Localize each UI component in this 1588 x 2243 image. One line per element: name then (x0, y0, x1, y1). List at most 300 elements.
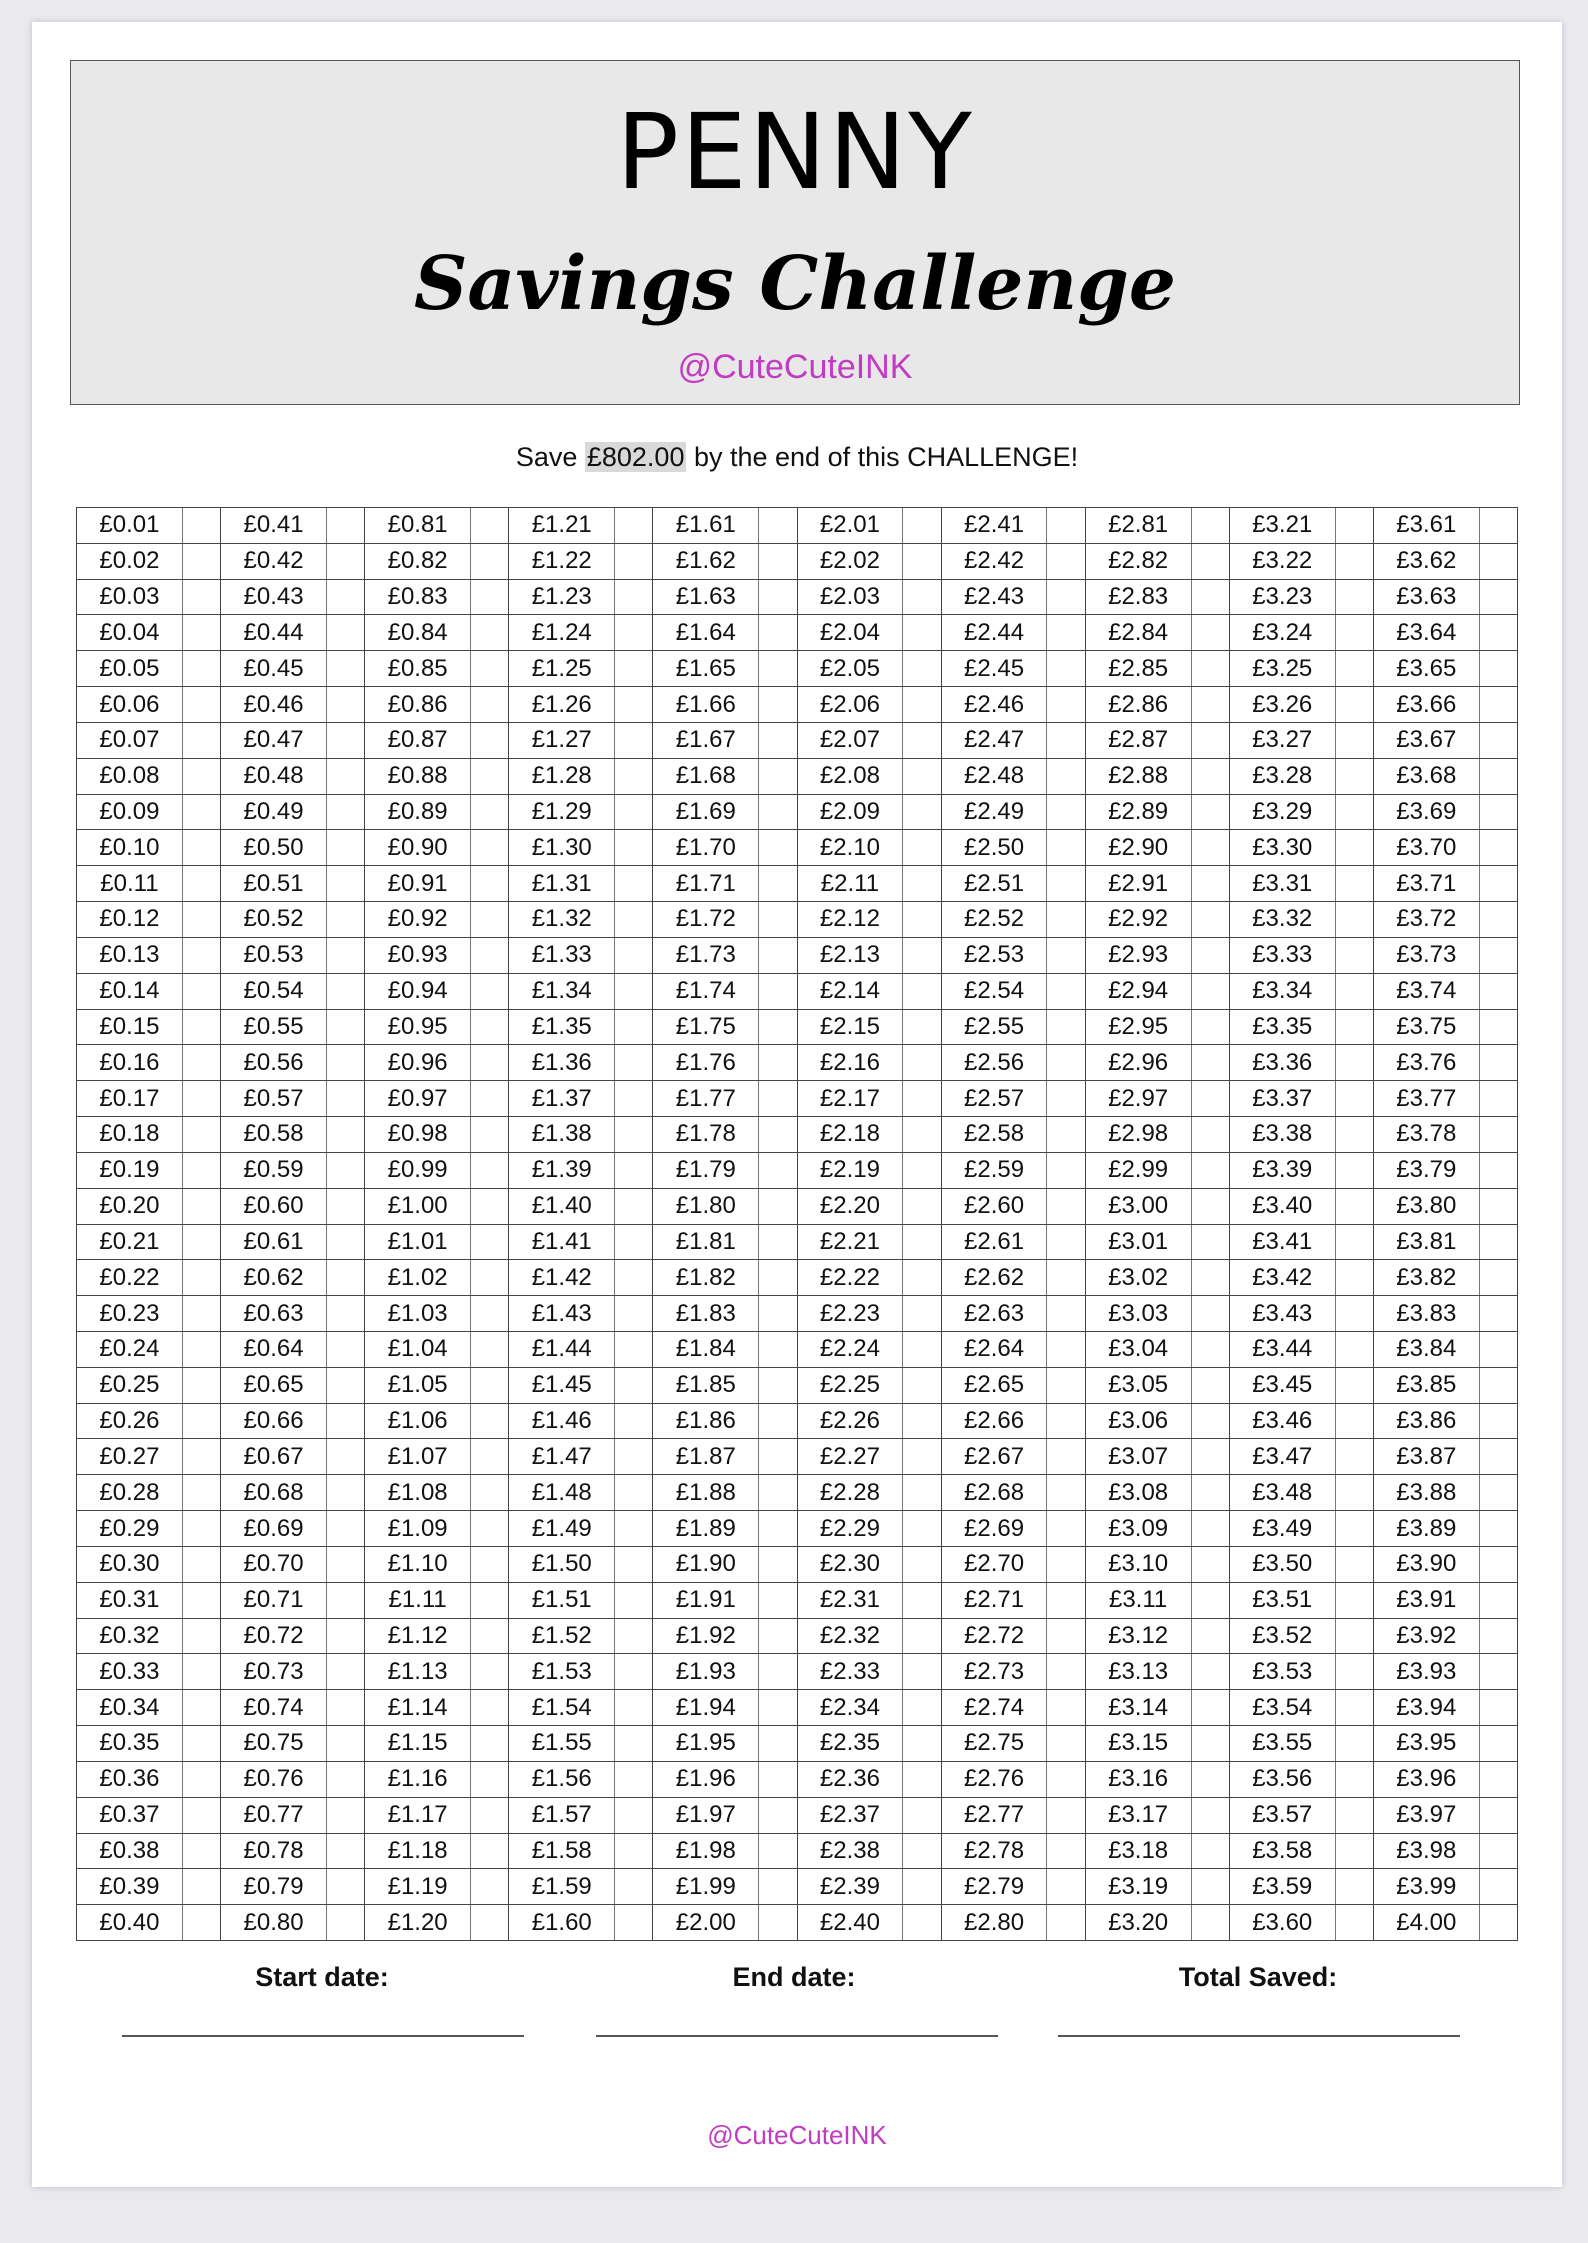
tick-box[interactable] (903, 866, 940, 901)
tick-box[interactable] (471, 1905, 508, 1940)
tick-box[interactable] (1336, 687, 1373, 722)
tick-box[interactable] (471, 1081, 508, 1116)
tick-box[interactable] (183, 1081, 220, 1116)
tick-box[interactable] (471, 938, 508, 973)
tick-box[interactable] (903, 902, 940, 937)
tick-box[interactable] (1336, 1260, 1373, 1295)
tick-box[interactable] (327, 938, 364, 973)
tick-box[interactable] (327, 508, 364, 543)
tick-box[interactable] (1192, 1762, 1229, 1797)
tick-box[interactable] (615, 615, 652, 650)
tick-box[interactable] (615, 795, 652, 830)
tick-box[interactable] (1480, 1404, 1517, 1439)
tick-box[interactable] (1047, 1368, 1084, 1403)
tick-box[interactable] (615, 830, 652, 865)
tick-box[interactable] (759, 759, 796, 794)
tick-box[interactable] (183, 938, 220, 973)
tick-box[interactable] (471, 1439, 508, 1474)
tick-box[interactable] (1192, 1726, 1229, 1761)
tick-box[interactable] (759, 830, 796, 865)
tick-box[interactable] (471, 1010, 508, 1045)
tick-box[interactable] (327, 1726, 364, 1761)
tick-box[interactable] (327, 1798, 364, 1833)
tick-box[interactable] (759, 1045, 796, 1080)
tick-box[interactable] (327, 1619, 364, 1654)
tick-box[interactable] (471, 1045, 508, 1080)
tick-box[interactable] (759, 1117, 796, 1152)
tick-box[interactable] (327, 866, 364, 901)
tick-box[interactable] (759, 1332, 796, 1367)
tick-box[interactable] (471, 1296, 508, 1331)
tick-box[interactable] (183, 1045, 220, 1080)
tick-box[interactable] (1336, 1045, 1373, 1080)
tick-box[interactable] (1336, 1081, 1373, 1116)
tick-box[interactable] (183, 1475, 220, 1510)
tick-box[interactable] (1192, 1798, 1229, 1833)
tick-box[interactable] (903, 1798, 940, 1833)
tick-box[interactable] (615, 544, 652, 579)
tick-box[interactable] (1047, 974, 1084, 1009)
tick-box[interactable] (903, 1583, 940, 1618)
tick-box[interactable] (759, 795, 796, 830)
tick-box[interactable] (759, 508, 796, 543)
tick-box[interactable] (1336, 1368, 1373, 1403)
tick-box[interactable] (1480, 1583, 1517, 1618)
tick-box[interactable] (183, 1296, 220, 1331)
tick-box[interactable] (1192, 1834, 1229, 1869)
tick-box[interactable] (1047, 1690, 1084, 1725)
tick-box[interactable] (183, 580, 220, 615)
tick-box[interactable] (1336, 1117, 1373, 1152)
tick-box[interactable] (1480, 1475, 1517, 1510)
tick-box[interactable] (327, 1260, 364, 1295)
tick-box[interactable] (1047, 866, 1084, 901)
tick-box[interactable] (903, 723, 940, 758)
tick-box[interactable] (1192, 1368, 1229, 1403)
tick-box[interactable] (471, 759, 508, 794)
tick-box[interactable] (759, 1081, 796, 1116)
tick-box[interactable] (1336, 1619, 1373, 1654)
tick-box[interactable] (1336, 1547, 1373, 1582)
tick-box[interactable] (1480, 1225, 1517, 1260)
tick-box[interactable] (615, 1762, 652, 1797)
tick-box[interactable] (1047, 615, 1084, 650)
tick-box[interactable] (1480, 902, 1517, 937)
tick-box[interactable] (903, 580, 940, 615)
tick-box[interactable] (615, 938, 652, 973)
tick-box[interactable] (759, 651, 796, 686)
tick-box[interactable] (1480, 1690, 1517, 1725)
tick-box[interactable] (183, 1583, 220, 1618)
tick-box[interactable] (1480, 1869, 1517, 1904)
tick-box[interactable] (903, 1332, 940, 1367)
tick-box[interactable] (471, 1798, 508, 1833)
tick-box[interactable] (183, 1869, 220, 1904)
tick-box[interactable] (1192, 974, 1229, 1009)
tick-box[interactable] (1192, 1225, 1229, 1260)
tick-box[interactable] (903, 1869, 940, 1904)
tick-box[interactable] (1336, 1225, 1373, 1260)
tick-box[interactable] (1480, 1368, 1517, 1403)
tick-box[interactable] (759, 1153, 796, 1188)
tick-box[interactable] (1336, 1654, 1373, 1689)
tick-box[interactable] (615, 1654, 652, 1689)
tick-box[interactable] (1336, 1332, 1373, 1367)
tick-box[interactable] (1047, 508, 1084, 543)
tick-box[interactable] (903, 1475, 940, 1510)
tick-box[interactable] (1480, 1726, 1517, 1761)
tick-box[interactable] (1192, 1583, 1229, 1618)
tick-box[interactable] (1336, 1726, 1373, 1761)
tick-box[interactable] (759, 580, 796, 615)
tick-box[interactable] (1047, 1798, 1084, 1833)
tick-box[interactable] (327, 1654, 364, 1689)
tick-box[interactable] (759, 1619, 796, 1654)
tick-box[interactable] (327, 1368, 364, 1403)
tick-box[interactable] (615, 1296, 652, 1331)
tick-box[interactable] (1192, 1619, 1229, 1654)
tick-box[interactable] (1480, 974, 1517, 1009)
tick-box[interactable] (327, 723, 364, 758)
tick-box[interactable] (327, 1010, 364, 1045)
tick-box[interactable] (183, 974, 220, 1009)
tick-box[interactable] (1480, 1117, 1517, 1152)
tick-box[interactable] (471, 723, 508, 758)
tick-box[interactable] (903, 1296, 940, 1331)
tick-box[interactable] (1480, 866, 1517, 901)
tick-box[interactable] (1047, 1189, 1084, 1224)
tick-box[interactable] (1047, 1010, 1084, 1045)
tick-box[interactable] (1336, 1905, 1373, 1940)
tick-box[interactable] (615, 1081, 652, 1116)
tick-box[interactable] (327, 1045, 364, 1080)
tick-box[interactable] (615, 723, 652, 758)
tick-box[interactable] (903, 1654, 940, 1689)
tick-box[interactable] (183, 723, 220, 758)
tick-box[interactable] (1480, 1010, 1517, 1045)
tick-box[interactable] (327, 1153, 364, 1188)
tick-box[interactable] (327, 1081, 364, 1116)
tick-box[interactable] (471, 1153, 508, 1188)
tick-box[interactable] (1336, 1439, 1373, 1474)
tick-box[interactable] (471, 902, 508, 937)
tick-box[interactable] (471, 1726, 508, 1761)
tick-box[interactable] (1192, 1654, 1229, 1689)
tick-box[interactable] (327, 1439, 364, 1474)
tick-box[interactable] (1480, 1153, 1517, 1188)
tick-box[interactable] (615, 1726, 652, 1761)
tick-box[interactable] (615, 1117, 652, 1152)
tick-box[interactable] (1336, 795, 1373, 830)
tick-box[interactable] (1336, 1834, 1373, 1869)
tick-box[interactable] (183, 1511, 220, 1546)
tick-box[interactable] (615, 687, 652, 722)
tick-box[interactable] (183, 1798, 220, 1833)
tick-box[interactable] (903, 1045, 940, 1080)
tick-box[interactable] (1480, 1296, 1517, 1331)
tick-box[interactable] (1480, 830, 1517, 865)
tick-box[interactable] (1192, 544, 1229, 579)
tick-box[interactable] (1480, 1798, 1517, 1833)
tick-box[interactable] (759, 1475, 796, 1510)
tick-box[interactable] (1480, 1654, 1517, 1689)
tick-box[interactable] (1192, 1081, 1229, 1116)
tick-box[interactable] (759, 1834, 796, 1869)
tick-box[interactable] (183, 795, 220, 830)
tick-box[interactable] (1480, 1905, 1517, 1940)
tick-box[interactable] (1047, 544, 1084, 579)
tick-box[interactable] (615, 1153, 652, 1188)
tick-box[interactable] (1047, 1511, 1084, 1546)
tick-box[interactable] (1192, 615, 1229, 650)
tick-box[interactable] (1336, 1762, 1373, 1797)
tick-box[interactable] (183, 1762, 220, 1797)
tick-box[interactable] (1336, 1869, 1373, 1904)
tick-box[interactable] (1047, 1225, 1084, 1260)
tick-box[interactable] (1480, 508, 1517, 543)
tick-box[interactable] (1047, 1439, 1084, 1474)
tick-box[interactable] (615, 1905, 652, 1940)
tick-box[interactable] (759, 974, 796, 1009)
tick-box[interactable] (903, 1547, 940, 1582)
tick-box[interactable] (615, 1547, 652, 1582)
tick-box[interactable] (759, 1798, 796, 1833)
tick-box[interactable] (903, 1189, 940, 1224)
tick-box[interactable] (471, 1404, 508, 1439)
tick-box[interactable] (471, 1583, 508, 1618)
tick-box[interactable] (759, 1439, 796, 1474)
tick-box[interactable] (471, 1762, 508, 1797)
tick-box[interactable] (1336, 508, 1373, 543)
tick-box[interactable] (1192, 508, 1229, 543)
tick-box[interactable] (1047, 1332, 1084, 1367)
tick-box[interactable] (1336, 544, 1373, 579)
tick-box[interactable] (903, 1905, 940, 1940)
tick-box[interactable] (759, 938, 796, 973)
tick-box[interactable] (903, 974, 940, 1009)
tick-box[interactable] (615, 1368, 652, 1403)
tick-box[interactable] (471, 508, 508, 543)
tick-box[interactable] (471, 651, 508, 686)
tick-box[interactable] (1480, 580, 1517, 615)
tick-box[interactable] (759, 1260, 796, 1295)
tick-box[interactable] (903, 1153, 940, 1188)
tick-box[interactable] (1336, 1690, 1373, 1725)
tick-box[interactable] (903, 1762, 940, 1797)
tick-box[interactable] (615, 1404, 652, 1439)
tick-box[interactable] (1192, 866, 1229, 901)
tick-box[interactable] (471, 974, 508, 1009)
tick-box[interactable] (1336, 1475, 1373, 1510)
tick-box[interactable] (759, 544, 796, 579)
tick-box[interactable] (183, 1153, 220, 1188)
tick-box[interactable] (327, 1511, 364, 1546)
tick-box[interactable] (1480, 651, 1517, 686)
tick-box[interactable] (615, 1690, 652, 1725)
tick-box[interactable] (1192, 902, 1229, 937)
tick-box[interactable] (183, 1654, 220, 1689)
tick-box[interactable] (1192, 795, 1229, 830)
tick-box[interactable] (183, 508, 220, 543)
tick-box[interactable] (615, 1332, 652, 1367)
tick-box[interactable] (1480, 1189, 1517, 1224)
tick-box[interactable] (1336, 759, 1373, 794)
tick-box[interactable] (1336, 1010, 1373, 1045)
tick-box[interactable] (1336, 1296, 1373, 1331)
tick-box[interactable] (1480, 938, 1517, 973)
tick-box[interactable] (759, 1583, 796, 1618)
tick-box[interactable] (1047, 1762, 1084, 1797)
tick-box[interactable] (327, 1583, 364, 1618)
tick-box[interactable] (903, 1726, 940, 1761)
tick-box[interactable] (183, 1726, 220, 1761)
tick-box[interactable] (327, 1404, 364, 1439)
tick-box[interactable] (471, 1547, 508, 1582)
tick-box[interactable] (327, 1834, 364, 1869)
tick-box[interactable] (327, 759, 364, 794)
tick-box[interactable] (759, 1690, 796, 1725)
tick-box[interactable] (1047, 1260, 1084, 1295)
tick-box[interactable] (903, 1225, 940, 1260)
tick-box[interactable] (183, 902, 220, 937)
tick-box[interactable] (1047, 723, 1084, 758)
tick-box[interactable] (183, 1547, 220, 1582)
tick-box[interactable] (1192, 759, 1229, 794)
tick-box[interactable] (183, 1117, 220, 1152)
tick-box[interactable] (183, 544, 220, 579)
tick-box[interactable] (327, 1905, 364, 1940)
tick-box[interactable] (759, 1296, 796, 1331)
tick-box[interactable] (903, 1690, 940, 1725)
tick-box[interactable] (183, 830, 220, 865)
tick-box[interactable] (183, 759, 220, 794)
tick-box[interactable] (1480, 1762, 1517, 1797)
tick-box[interactable] (1336, 1583, 1373, 1618)
tick-box[interactable] (1336, 1798, 1373, 1833)
tick-box[interactable] (1480, 759, 1517, 794)
tick-box[interactable] (1480, 795, 1517, 830)
tick-box[interactable] (183, 1225, 220, 1260)
tick-box[interactable] (1192, 938, 1229, 973)
tick-box[interactable] (327, 974, 364, 1009)
tick-box[interactable] (1336, 615, 1373, 650)
tick-box[interactable] (327, 580, 364, 615)
tick-box[interactable] (1047, 1654, 1084, 1689)
tick-box[interactable] (615, 902, 652, 937)
tick-box[interactable] (183, 1189, 220, 1224)
tick-box[interactable] (327, 1475, 364, 1510)
tick-box[interactable] (183, 1690, 220, 1725)
tick-box[interactable] (1480, 1332, 1517, 1367)
tick-box[interactable] (1192, 1905, 1229, 1940)
tick-box[interactable] (327, 687, 364, 722)
tick-box[interactable] (1192, 1547, 1229, 1582)
tick-box[interactable] (759, 1010, 796, 1045)
tick-box[interactable] (1336, 1153, 1373, 1188)
tick-box[interactable] (327, 544, 364, 579)
tick-box[interactable] (1047, 1081, 1084, 1116)
tick-box[interactable] (1336, 1404, 1373, 1439)
tick-box[interactable] (471, 1834, 508, 1869)
tick-box[interactable] (1192, 830, 1229, 865)
tick-box[interactable] (1192, 1296, 1229, 1331)
tick-box[interactable] (471, 1332, 508, 1367)
tick-box[interactable] (1192, 1511, 1229, 1546)
tick-box[interactable] (1192, 651, 1229, 686)
tick-box[interactable] (1192, 1690, 1229, 1725)
tick-box[interactable] (1047, 830, 1084, 865)
tick-box[interactable] (615, 1583, 652, 1618)
tick-box[interactable] (1480, 1439, 1517, 1474)
tick-box[interactable] (1192, 1045, 1229, 1080)
tick-box[interactable] (327, 1296, 364, 1331)
tick-box[interactable] (1336, 902, 1373, 937)
tick-box[interactable] (327, 1189, 364, 1224)
tick-box[interactable] (1336, 1511, 1373, 1546)
tick-box[interactable] (1047, 759, 1084, 794)
tick-box[interactable] (327, 1762, 364, 1797)
tick-box[interactable] (1336, 974, 1373, 1009)
tick-box[interactable] (1192, 1439, 1229, 1474)
tick-box[interactable] (903, 508, 940, 543)
tick-box[interactable] (759, 1404, 796, 1439)
tick-box[interactable] (903, 795, 940, 830)
tick-box[interactable] (615, 1439, 652, 1474)
tick-box[interactable] (183, 1010, 220, 1045)
tick-box[interactable] (615, 1619, 652, 1654)
tick-box[interactable] (903, 830, 940, 865)
tick-box[interactable] (1480, 1834, 1517, 1869)
tick-box[interactable] (759, 1511, 796, 1546)
tick-box[interactable] (615, 1225, 652, 1260)
tick-box[interactable] (471, 1225, 508, 1260)
tick-box[interactable] (903, 759, 940, 794)
tick-box[interactable] (759, 687, 796, 722)
tick-box[interactable] (471, 1690, 508, 1725)
tick-box[interactable] (1192, 723, 1229, 758)
tick-box[interactable] (903, 1368, 940, 1403)
tick-box[interactable] (1192, 1475, 1229, 1510)
tick-box[interactable] (471, 866, 508, 901)
tick-box[interactable] (1192, 1260, 1229, 1295)
tick-box[interactable] (327, 1225, 364, 1260)
tick-box[interactable] (183, 1905, 220, 1940)
tick-box[interactable] (471, 1368, 508, 1403)
tick-box[interactable] (903, 1619, 940, 1654)
tick-box[interactable] (615, 1260, 652, 1295)
tick-box[interactable] (471, 830, 508, 865)
tick-box[interactable] (471, 795, 508, 830)
tick-box[interactable] (759, 723, 796, 758)
tick-box[interactable] (1336, 651, 1373, 686)
tick-box[interactable] (471, 1511, 508, 1546)
tick-box[interactable] (615, 1798, 652, 1833)
tick-box[interactable] (327, 615, 364, 650)
tick-box[interactable] (1336, 830, 1373, 865)
tick-box[interactable] (471, 687, 508, 722)
tick-box[interactable] (615, 866, 652, 901)
tick-box[interactable] (1047, 1834, 1084, 1869)
tick-box[interactable] (183, 1619, 220, 1654)
tick-box[interactable] (615, 651, 652, 686)
tick-box[interactable] (183, 651, 220, 686)
tick-box[interactable] (903, 544, 940, 579)
tick-box[interactable] (183, 1404, 220, 1439)
tick-box[interactable] (1192, 1332, 1229, 1367)
tick-box[interactable] (1336, 938, 1373, 973)
tick-box[interactable] (759, 902, 796, 937)
tick-box[interactable] (615, 580, 652, 615)
